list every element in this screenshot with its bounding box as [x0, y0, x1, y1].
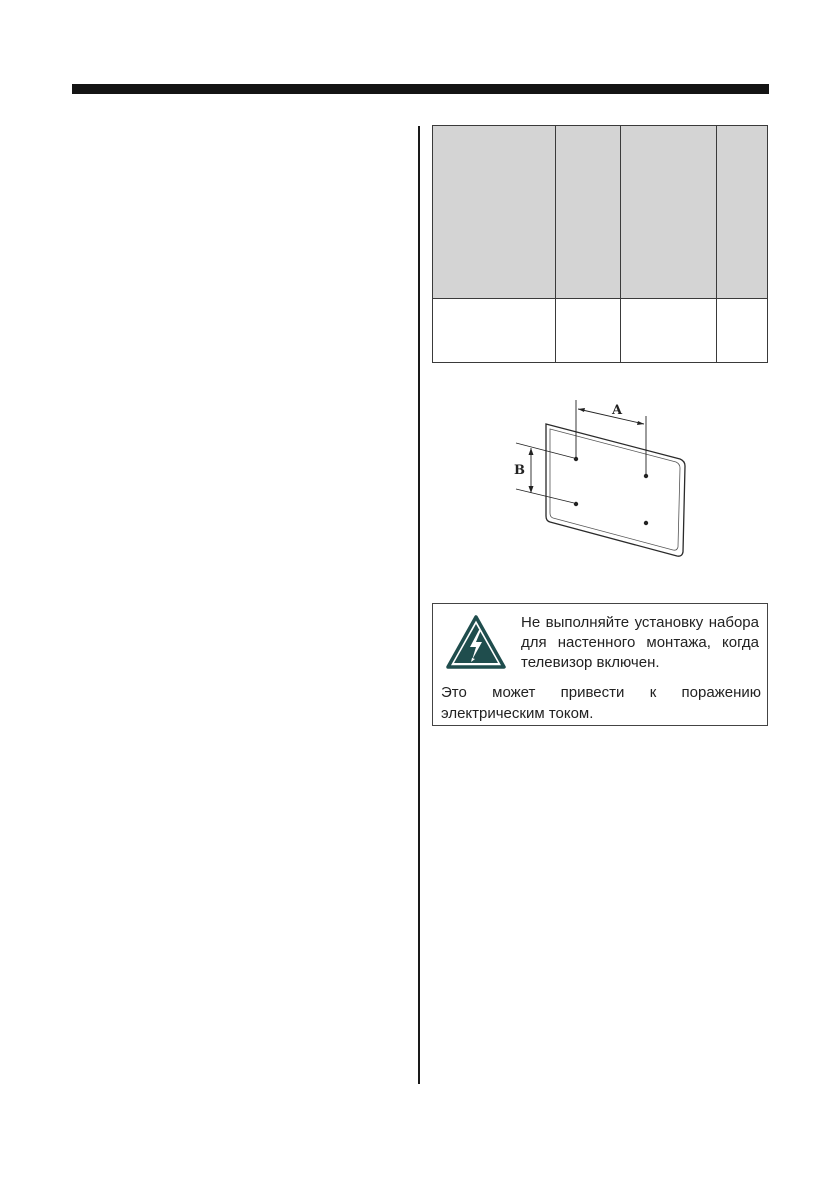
electric-shock-warning — [432, 603, 768, 726]
warning-lead-text: Не выполняйте установку набора для настенного монтажа, когда телевизор включен. — [521, 614, 759, 671]
tv-back-panel — [546, 424, 685, 556]
table-column-divider — [716, 126, 717, 362]
table-column-divider — [555, 126, 556, 362]
wall-mount-spec-table — [432, 125, 768, 363]
header-rule — [72, 84, 769, 94]
dimension-a-label: A — [612, 403, 623, 418]
dimension-b-label: B — [514, 463, 525, 478]
table-column-divider — [620, 126, 621, 362]
tv-mounting-diagram — [508, 392, 698, 564]
mount-hole — [644, 521, 648, 525]
mount-hole — [574, 502, 578, 506]
column-divider — [418, 126, 420, 1084]
dimension-a-line — [578, 409, 644, 424]
electric-shock-icon — [445, 614, 507, 671]
warning-detail-text: Это может привести к поражению электрическим током. — [441, 684, 761, 722]
tv-back-inner-edge — [550, 429, 680, 550]
